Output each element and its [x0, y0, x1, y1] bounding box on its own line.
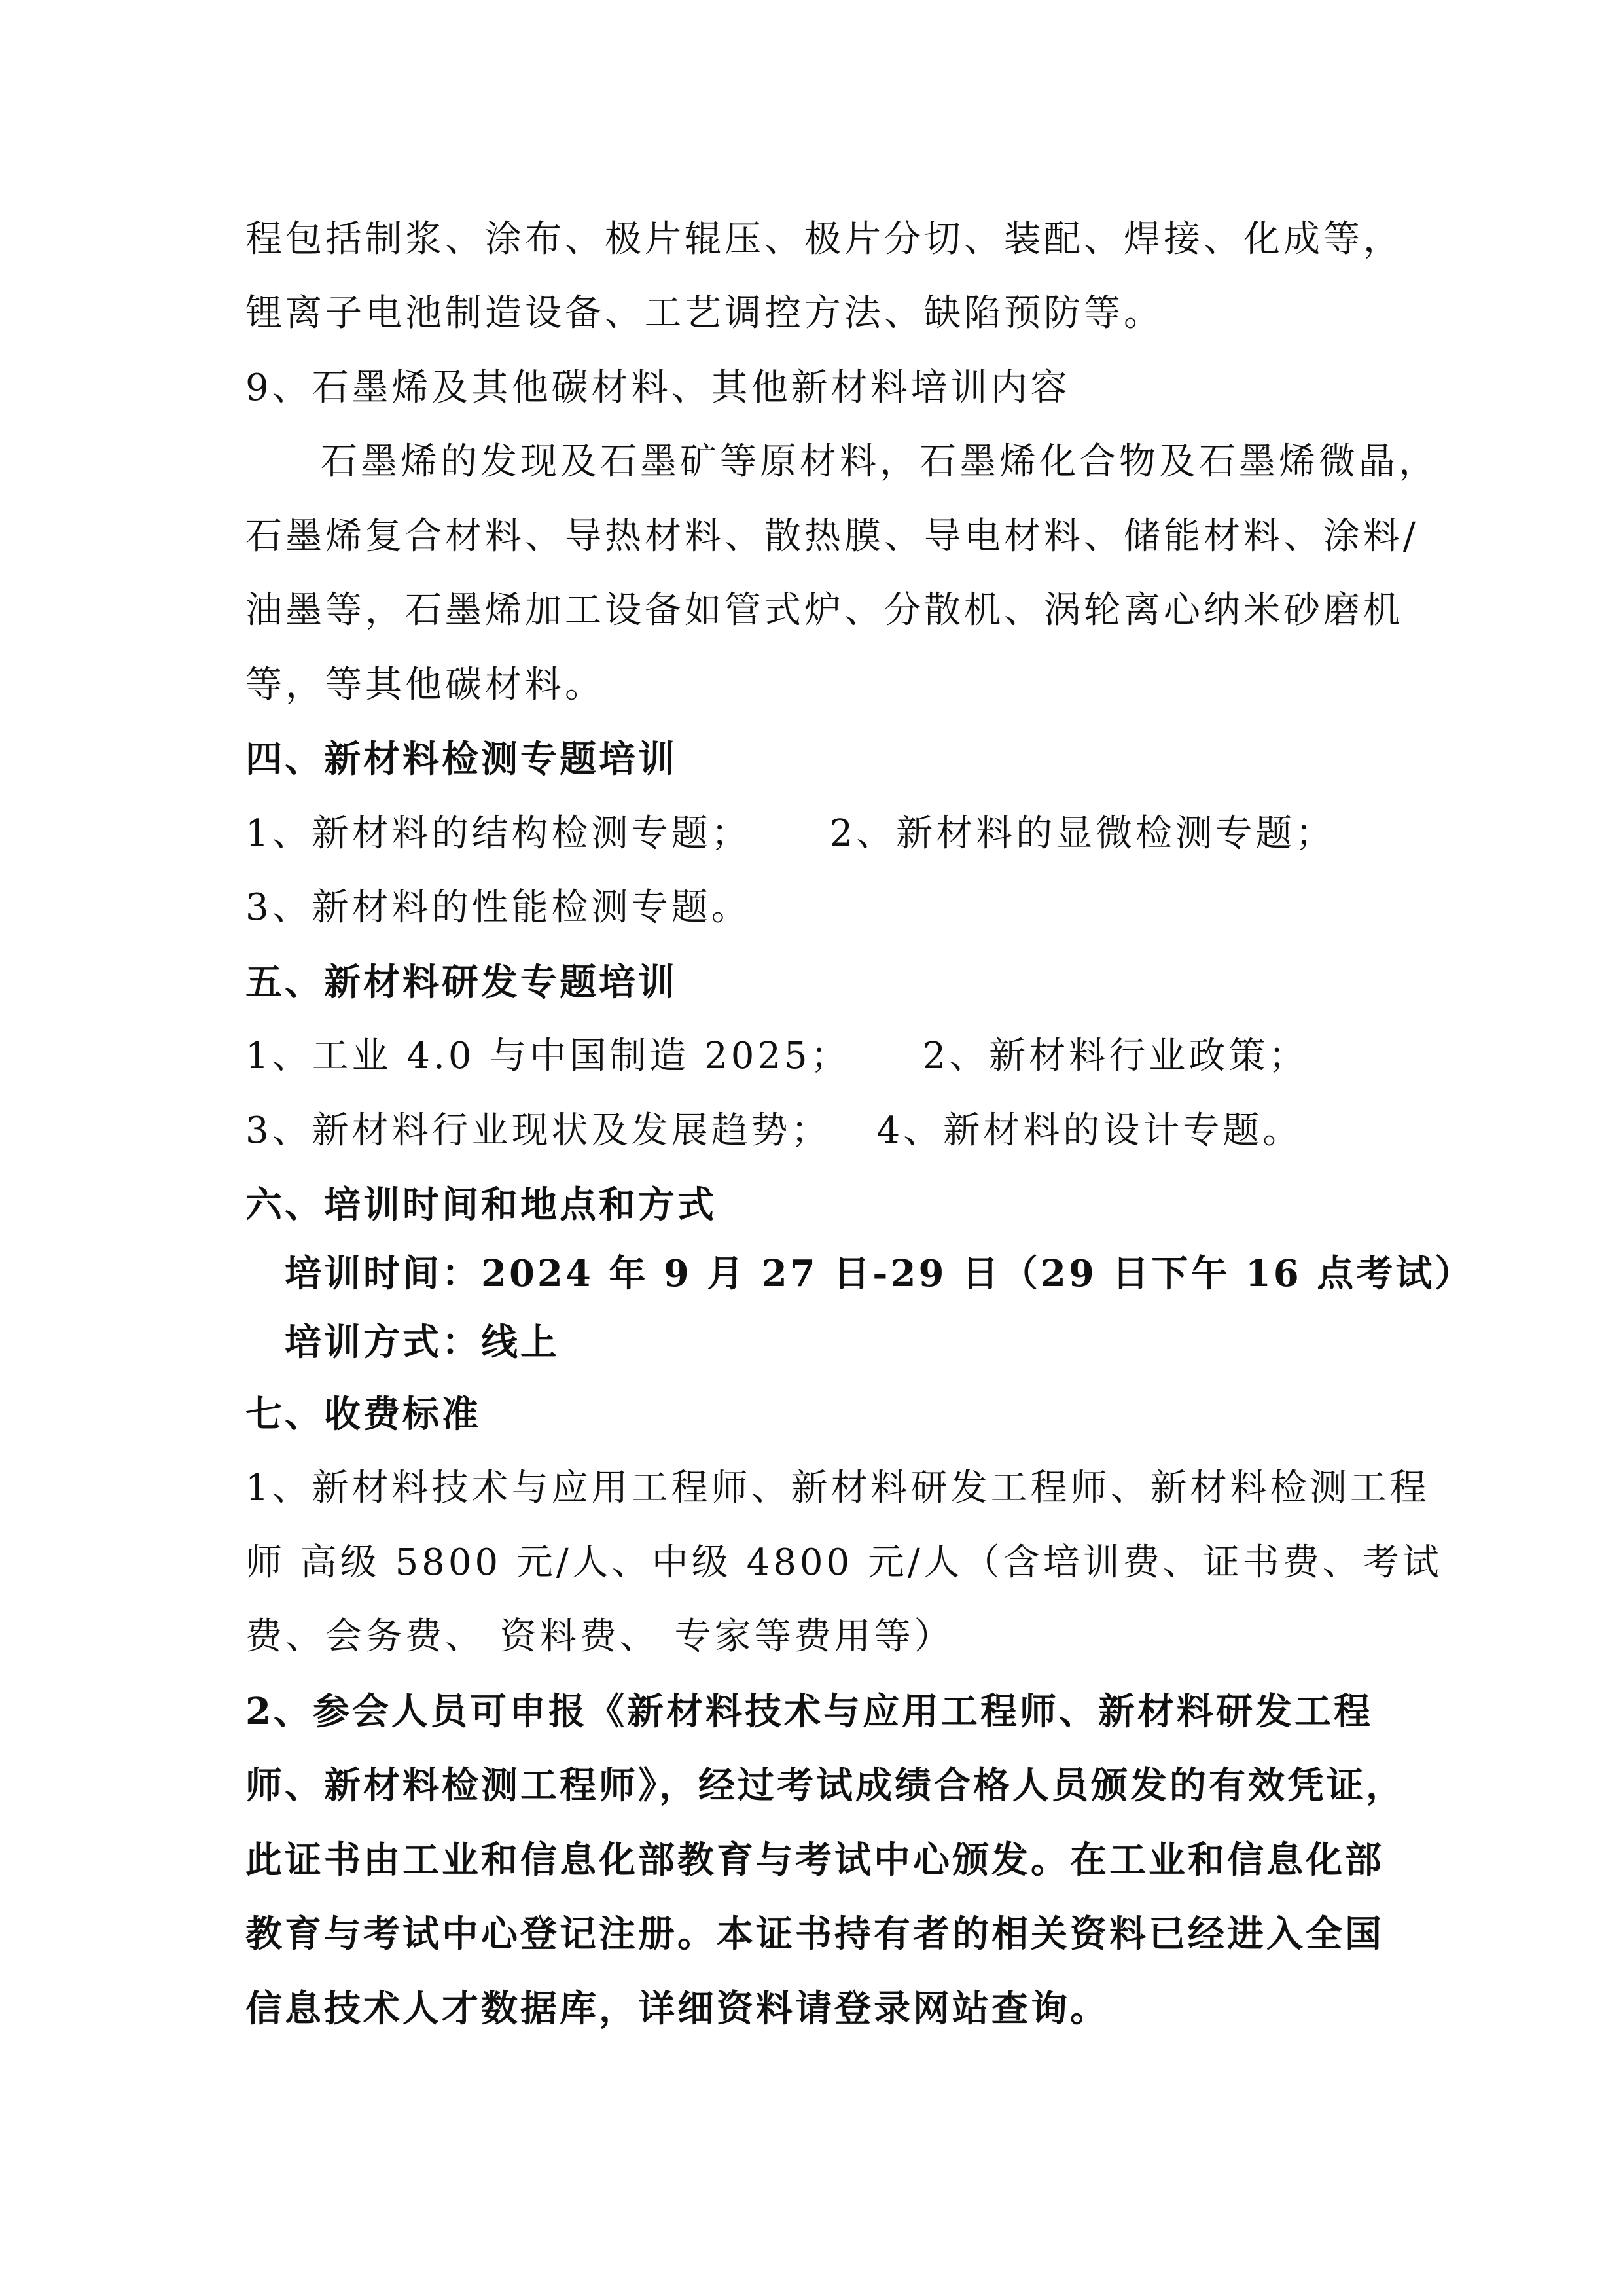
- list-item-text: 3、新材料行业现状及发展趋势；: [245, 1109, 831, 1152]
- paragraph-line: 师 高级 5800 元/人、中级 4800 元/人（含培训费、证书费、考试: [245, 1541, 1442, 1584]
- list-item-text: 1、工业 4.0 与中国制造 2025；: [245, 1035, 851, 1077]
- paragraph-line: 此证书由工业和信息化部教育与考试中心颁发。在工业和信息化部: [245, 1839, 1384, 1882]
- list-item-text: 2、新材料行业政策；: [922, 1035, 1309, 1077]
- paragraph-line: 费、会务费、 资料费、 专家等费用等）: [245, 1615, 954, 1658]
- paragraph-line: 程包括制浆、涂布、极片辊压、极片分切、装配、焊接、化成等，: [245, 218, 1403, 260]
- paragraph-line: 1、新材料技术与应用工程师、新材料研发工程师、新材料检测工程: [245, 1467, 1430, 1509]
- list-item: 3、新材料的性能检测专题。: [245, 886, 751, 929]
- paragraph-line: 石墨烯的发现及石墨矿等原材料，石墨烯化合物及石墨烯微晶，: [321, 440, 1438, 483]
- paragraph-line: 信息技术人才数据库，详细资料请登录网站查询。: [245, 1987, 1109, 2030]
- paragraph-line: 油墨等，石墨烯加工设备如管式炉、分散机、涡轮离心纳米砂磨机: [245, 589, 1403, 632]
- paragraph-line: 师、新材料检测工程师》，经过考试成绩合格人员颁发的有效凭证，: [245, 1764, 1405, 1807]
- section-heading: 四、新材料检测专题培训: [245, 738, 677, 781]
- section-heading: 六、培训时间和地点和方式: [245, 1183, 717, 1227]
- list-item-heading: 9、石墨烯及其他碳材料、其他新材料培训内容: [245, 367, 1071, 409]
- list-item: [245, 810, 1335, 857]
- paragraph-line: 2、参会人员可申报《新材料技术与应用工程师、新材料研发工程: [245, 1690, 1373, 1733]
- list-item-text: 1、新材料的结构检测专题；: [245, 812, 751, 855]
- list-item-text: 4、新材料的设计专题。: [876, 1109, 1303, 1152]
- section-heading: 五、新材料研发专题培训: [245, 961, 677, 1004]
- paragraph-line: 教育与考试中心登记注册。本证书持有者的相关资料已经进入全国: [245, 1912, 1384, 1956]
- list-item: [245, 1107, 1302, 1155]
- list-item: [245, 1033, 1308, 1080]
- paragraph-line: 等，等其他碳材料。: [245, 664, 605, 706]
- paragraph-line: 锂离子电池制造设备、工艺调控方法、缺陷预防等。: [245, 292, 1164, 334]
- training-method: 培训方式：线上: [285, 1321, 560, 1364]
- list-item-text: 2、新材料的显微检测专题；: [829, 812, 1336, 855]
- training-time: 培训时间：2024 年 9 月 27 日-29 日（29 日下午 16 点考试）: [285, 1252, 1474, 1295]
- section-heading: 七、收费标准: [245, 1393, 481, 1436]
- paragraph-line: 石墨烯复合材料、导热材料、散热膜、导电材料、储能材料、涂料/: [245, 515, 1419, 558]
